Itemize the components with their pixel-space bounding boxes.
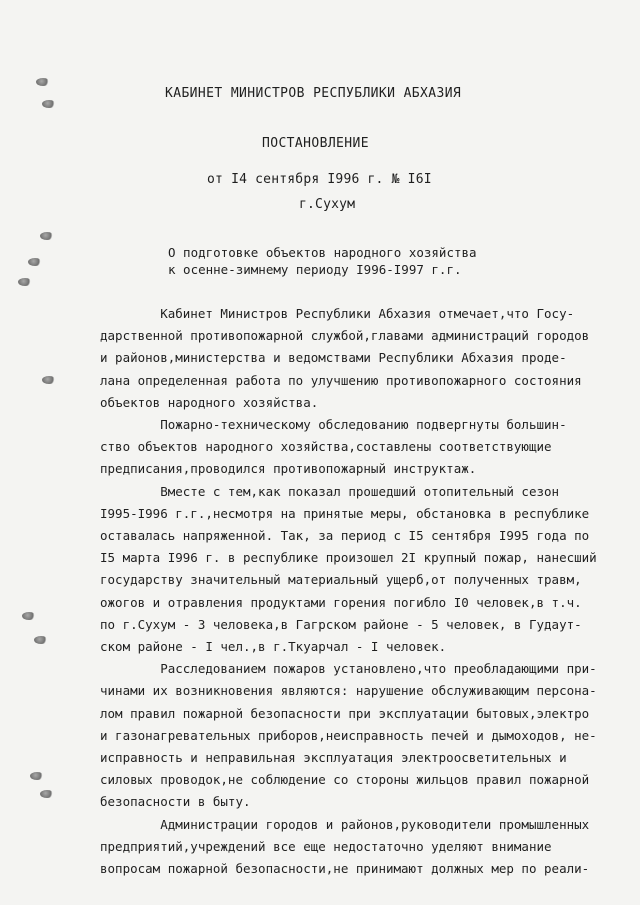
body-text-line: ожогов и отравления продуктами горения погибло I0 человек,в т.ч. (100, 594, 582, 610)
punch-hole-mark (42, 100, 56, 108)
body-text-line: силовых проводок,не соблюдение со стороны жильцов правил пожарной (100, 772, 590, 788)
body-text-line: и газонагревательных приборов,неисправность печей и дымоходов, не- (100, 727, 597, 743)
body-text-line: Расследованием пожаров установлено,что преобладающими при- (100, 661, 597, 677)
document-city: г.Сухум (299, 197, 356, 212)
punch-hole-mark (28, 258, 42, 266)
punch-hole-mark (40, 232, 54, 240)
body-text-line: объектов народного хозяйства. (100, 394, 319, 410)
subject-line: О подготовке объектов народного хозяйства (168, 245, 477, 260)
document-header: КАБИНЕТ МИНИСТРОВ РЕСПУБЛИКИ АБХАЗИЯ (165, 86, 462, 101)
body-text-line: Пожарно-техническому обследованию подвергнуты большин- (100, 417, 567, 433)
punch-hole-mark (18, 278, 32, 286)
body-text-line: исправность и неправильная эксплуатация электроосветительных и (100, 750, 567, 766)
document-subject (168, 244, 477, 278)
binding-punch-holes (0, 0, 70, 905)
subject-line: к осенне-зимнему периоду I996-I997 г.г. (168, 262, 462, 277)
body-text-line: I995-I996 г.г.,несмотря на принятые меры, обстановка в республике (100, 505, 590, 521)
body-text-line: лом правил пожарной безопасности при эксплуатации бытовых,электро (100, 705, 590, 721)
body-text-line: ском районе - I чел.,в г.Ткуарчал - I человек. (100, 639, 447, 655)
body-text-line: предприятий,учреждений все еще недостаточно уделяют внимание (100, 838, 552, 854)
punch-hole-mark (42, 376, 56, 384)
document-type-title: ПОСТАНОВЛЕНИЕ (262, 136, 369, 151)
document-body (100, 303, 620, 880)
punch-hole-mark (30, 772, 44, 780)
punch-hole-mark (36, 78, 50, 86)
body-text-line: и районов,министерства и ведомствами Республики Абхазия проде- (100, 350, 567, 366)
punch-hole-mark (40, 790, 54, 798)
body-text-line: ство объектов народного хозяйства,составлены соответствующие (100, 439, 552, 455)
body-text-line: Кабинет Министров Республики Абхазия отмечает,что Госу- (100, 306, 575, 321)
punch-hole-mark (22, 612, 36, 620)
body-text-line: предписания,проводился противопожарный инструктаж. (100, 461, 477, 477)
body-text-line: вопросам пожарной безопасности,не принимают должных мер по реали- (100, 861, 590, 877)
body-text-line: государству значительный материальный ущерб,от полученных травм, (100, 572, 582, 588)
body-text-line: дарственной противопожарной службой,главами администраций городов (100, 328, 590, 344)
body-text-line: безопасности в быту. (100, 794, 251, 810)
document-date-number: от I4 сентября I996 г. № I6I (207, 172, 432, 187)
body-text-line: чинами их возникновения являются: нарушение обслуживающим персона- (100, 683, 597, 699)
body-text-line: Администрации городов и районов,руководители промышленных (100, 816, 590, 832)
body-text-line: оставалась напряженной. Так, за период с I5 сентября I995 года по (100, 528, 590, 544)
body-text-line: I5 марта I996 г. в республике произошел 2I крупный пожар, нанесший (100, 550, 597, 566)
body-text-line: по г.Сухум - 3 человека,в Гагрском районе - 5 человек, в Гудаут- (100, 616, 582, 632)
body-text-line: лана определенная работа по улучшению противопожарного состояния (100, 372, 582, 388)
punch-hole-mark (34, 636, 48, 644)
body-text-line: Вместе с тем,как показал прошедший отопительный сезон (100, 483, 560, 499)
